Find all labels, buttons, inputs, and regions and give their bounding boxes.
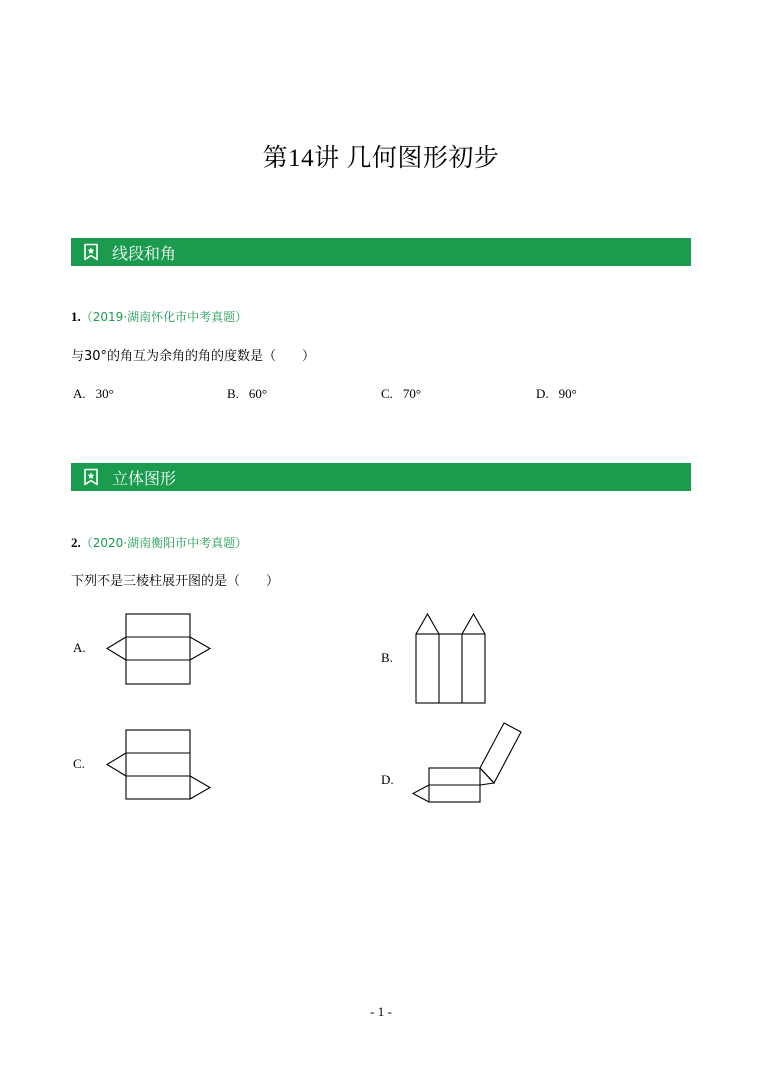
option-value: 30° <box>95 386 114 401</box>
question-source: （2020·湖南衡阳市中考真题） <box>80 536 248 550</box>
figure-a-net <box>107 614 210 684</box>
figure-b-net <box>416 614 485 703</box>
option-letter: D. <box>536 386 549 401</box>
option-value: 70° <box>402 386 422 401</box>
option-letter: B. <box>227 386 239 401</box>
question-1-stem: 与30°的角互为余角的角的度数是（ ） <box>71 349 316 364</box>
option-value: 60° <box>248 386 268 401</box>
figure-a-label: A. <box>73 640 86 655</box>
section-label: 线段和角 <box>112 243 177 263</box>
question-number: 1. <box>71 309 81 324</box>
question-2-stem: 下列不是三棱柱展开图的是（ ） <box>71 574 280 589</box>
figure-c-net <box>107 730 210 799</box>
question-number: 2. <box>71 535 81 550</box>
question-source: （2019·湖南怀化市中考真题） <box>80 310 248 324</box>
option-value: 90° <box>558 386 577 401</box>
option-letter: A. <box>73 386 86 401</box>
figure-b-label: B. <box>381 650 393 665</box>
section-label: 立体图形 <box>112 468 177 488</box>
page-number: - 1 - <box>370 1004 392 1019</box>
figure-c-label: C. <box>73 756 85 771</box>
figure-d-label: D. <box>381 772 394 787</box>
figure-d-net <box>413 723 521 802</box>
page-title: 第14讲 几何图形初步 <box>262 145 500 172</box>
option-letter: C. <box>381 386 393 401</box>
